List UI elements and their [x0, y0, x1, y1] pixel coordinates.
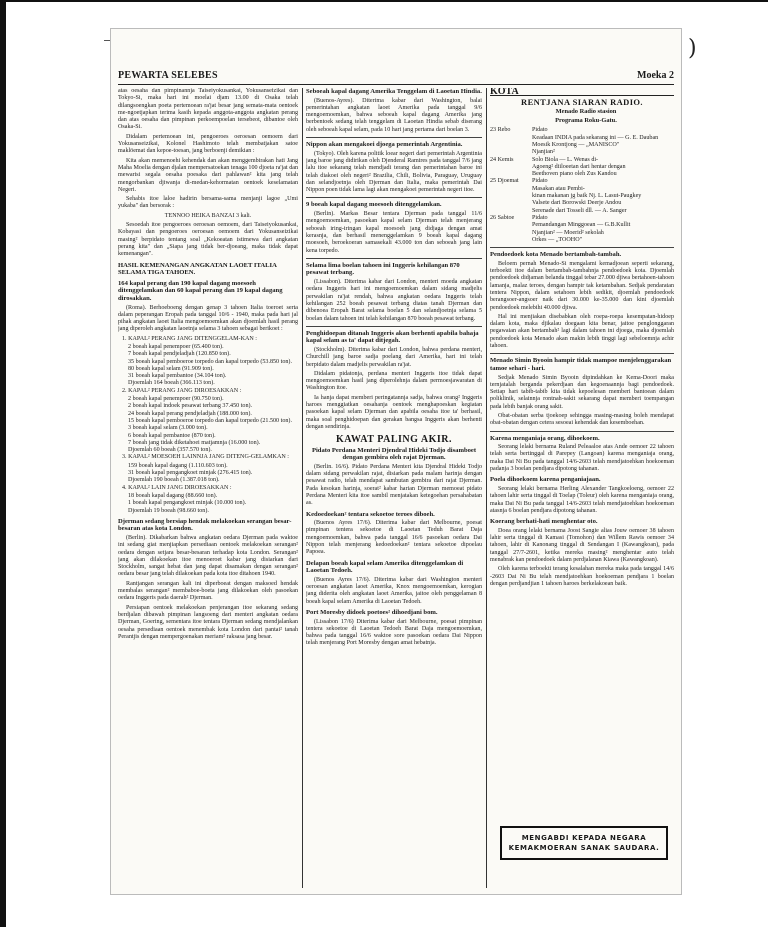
list-item: Djoemlah 164 boeah (366.113 ton).: [128, 380, 215, 387]
list-item: 3 boeah kapal selam (3.000 ton).: [128, 425, 208, 432]
column-rule: [486, 88, 487, 888]
article-headline: HASIL KEMENANGAN ANGKATAN LAOET ITALIA SELAMA TIGA TAHOEN.: [118, 261, 277, 277]
schedule-programs: [532, 157, 674, 179]
radio-schedule: [490, 127, 674, 244]
article-headline: Menado Simin Byooin hampir tidak mampoe menjelenggarakan tamoe sehari - hari.: [490, 357, 672, 372]
schedule-line: Pidato: [532, 178, 548, 185]
article-text: Beloem pernah Menado-Si mengalami kemadjoean seperti sekarang, terboekti itoe dalam bertambah-tambahnja pendoedoek kota. Djoemlah pendoedoek didjaman belanda tinggal tebar 27.000 djiwa bertahoen-tahoen lamanja, malaz teroes, dengan hampir tak ketambahan. Sedjak pendaratan tentera Nippon, dalam setahoen lebih sedikit, djoemlah pendoedoek berangsoer-angsoer naik dari 30.000 ke-35.000 dan kini djoemlah pendoedoek melebihi 40.000 djiwa.: [490, 260, 674, 311]
column-3: [490, 88, 674, 888]
schedule-line: Orkes — „TOOHO": [532, 236, 583, 243]
radio-schedule-title: RENTJANA SIARAN RADIO.: [521, 97, 643, 108]
list-item: 2 boeah kapal penempoer (90.750 ton).: [128, 396, 224, 403]
radio-program: Programa Roku-Gatu.: [555, 117, 617, 124]
list-item: 35 boeah kapal pemboeroe torpedo dan kapal torpedo (53.850 ton).: [128, 358, 292, 365]
tonnage-list: [118, 336, 298, 515]
schedule-day: 25 Djoemat: [490, 178, 519, 185]
column-1: [118, 88, 298, 888]
list-item: 31 boeah kapal pembantoe (34.104 ton).: [128, 373, 227, 380]
article-headline: Koerang berhati-hati menghentar oto.: [490, 518, 598, 526]
list-item: 2. KAPAL² PERANG JANG DIROESAKKAN :: [122, 387, 242, 394]
article-text: Sehabis itoe laloe hadirin bersama-sama menjanji lagoe „Umi yukaba" dan bersorak :: [118, 196, 298, 210]
list-item: 80 boeah kapal selam (91.909 ton).: [128, 365, 214, 372]
list-item: 6 boeah kapal pembantoe (870 ton).: [128, 432, 216, 439]
article-headline: Seboeah kapal dagang Amerika Tenggelam di Laoetan Hindia.: [306, 88, 482, 95]
schedule-line: Keadaan INDIA pada sekarang ini — G. E. Dauban: [532, 134, 659, 141]
article-headline: 9 boeah kapal dagang moesoeh ditenggelamkan.: [306, 201, 442, 209]
schedule-line: Valsete dari Borowski Deerje Andou: [532, 200, 622, 207]
article-headline: Selama lima boelan tahoen ini Inggeris kehilangan 870 pesawat terbang.: [306, 261, 460, 277]
article-text: TENNOO HEIKA BANZAI 3 kali.: [164, 212, 252, 219]
page-number: Moeka 2: [637, 70, 674, 81]
article-text: Seorang lelaki bernama Ruland Peleaaloe atas Ande oemoer 22 tahoen telah serta bertinggal di Parepey (Langoan) karena menganiaja orang, maka Dai Ni Bu pada tanggal 14/6-2603 telah mendjatoehkan hoekoeman padanja 3 boelan pendjara dipotong tahanan.: [490, 444, 674, 473]
article-text: Seorang lelaki bernama Herling Alexander Tangkoeloeng, oemoer 22 tahoen lahir serta tinggal di Toelap (Toleur) oleh karena menganiaja orang, maka Dai Ni Bu pada tanggal 14/6-2603 telah mendjatoehkan hoekoeman atasnja 6 boelan pendjara dipotong tahanan.: [490, 485, 674, 514]
article-text: Obat-obatan serba tjoekoep sehingga masing-masing boleh mendapat obat-obatan dengan cetera sesoeai kehendak dan kesemboehan.: [490, 412, 674, 427]
article-text: Persiapan oentoek melakoekan penjerangan itoe sekarang sedang berdjalan dibawah pimpinan langsoeng dari menteri angkatan oedara Djerman, Goering, sementara itoe tentara Djerman sedang mendjalankan oesaha persediaan oentoek menembak kota London dari pantai² tanah Perantjis dengan mempergoenakan meriam² raksasa jang besar.: [118, 604, 298, 640]
schedule-programs: [532, 127, 674, 156]
list-item: 2 boeah kapal indoek pesawat terbang 37.450 ton).: [128, 403, 253, 410]
article-text: (Berlin). Dikabarkan bahwa angkatan oedara Djerman pada waktoe ini sedang giat menjiapkan persediaan oentoek melakoekan serangan² oedara dengan setjara besar-besaran terhadap kota London. Serangan² jang akan dilakoekan itoe menoeroet kabar jang disiarkan dari Stockholm, sangat hebat dan jang dapat disamakan dengan serangan² oedara besar jang telah dilakoekan pada kota itoe ditahoen 1940.: [118, 535, 298, 578]
list-item: 4. KAPAL² LAIN JANG DIROESAKKAN :: [122, 484, 232, 491]
article-headline: Kedoedoekan² tentara sekoetoe teroes diboeh.: [306, 510, 435, 518]
article-text: Sedjak Menado Simin Byooin dipindahkan ke Kema-Doori maka ternjatalah berganda pekerdjaan dan kegoenaannja bagi pendoedoek. Setiap hari tabib-tabib kita tidak kepoelesan memberi bantoean dalam poliklinik, selainnja rontnah-sakit sekarang dapat memberi toempangan pada lebih banjak orang sakit.: [490, 374, 674, 410]
schedule-line: kinan makanan jg baik Nj. L. Lasut-Paugkey: [532, 193, 642, 200]
schedule-line: Njanjian²: [532, 149, 555, 156]
margin-bracket: ): [688, 36, 697, 61]
article-headline: Djerman sedang bersiap hendak melakoekan serangan besar-besaran atas kota London.: [118, 517, 292, 533]
schedule-line: Moesik Krontjong — „MANISCO": [532, 142, 620, 148]
list-item: 31 boeah kapal pengangkoet minjak (276.415 ton).: [128, 470, 253, 477]
schedule-day: 26 Sabtoe: [490, 214, 515, 221]
list-item: 18 boeah kapal dagang (88.660 ton).: [128, 492, 218, 499]
article-text: Kita akan memenoehi kehendak dan akan menggembirakan hati Jang Maha Moelia dengan djalan mempersatoekan tenaga 100 djoeta ra'jat dan mewarisi segala oesaha poesaka dari pahlawan² kita jang telah mengorbankan djiwanja di-medan-kehormatan oentoek keselamatan Negeri.: [118, 157, 298, 193]
schedule-line: Njanjian² — Moerid² sekolah: [532, 229, 604, 236]
list-item: Djoemlah 19 boeah (98.660 ton).: [128, 507, 209, 514]
list-item: 1 boeah kapal pengangkoet minjak (10.000 ton).: [128, 500, 247, 507]
divider: [490, 247, 674, 248]
schedule-line: Masakan atau Pembi-: [532, 185, 585, 192]
article-text: (Buenos-Ayres). Diterima kabar dari Washington, balai pemerintahan angkatan laoet Amerika pada tanggal 9/6 mengoemoemkan, bahwa seboeah kapal dagang Amerika jang berbentoek sedang telah tenggelam di Laoetan Hindia sebab diserang oleh seboeah kapal selam, pada 10 hari jang pertama dari boelan 3.: [306, 97, 482, 133]
masthead-title: PEWARTA SELEBES: [118, 70, 218, 81]
article-text: (Berlin. 16/6). Pidato Perdana Menteri kita Djendral Hideki Todjo dalam sidang perwakilan rajat, disiarkan pada malam harinja dengan pesawat radio, telah mendapat sambutan gembira dari rajat Djerman. Pada kesokan harinja, soerat² kabar harian Djerman memoeat pidato Perdana Menteri kita itoe sambil menjatakan ketegoehan persahabatan as.: [306, 463, 482, 507]
schedule-line: Serenade dari Tosseli dll. — A. Sanger: [532, 207, 627, 214]
article-text: Oleh karena terboekti terang kesalahan mereka maka pada tanggal 14/6 -2603 Dai Ni Bu telah mendjatoehkan hoekoeman pendjara 1 boelan dengan perdjandjian 1 tahoen haroes berkelakoean baik.: [490, 566, 674, 587]
article-text: (Buenos Ayres 17/6). Diterima kabar dari Melbourne, poesat pimpinan tentera sekoetoe di Laoetan Teduh Barat Daja mengoemoemkan, bahwa pada tanggal 16/6 pasoekan oedara Dai Nippon telah menjerang kedoedoekan² tentara sekoetoe dipoelau Papoea.: [306, 520, 482, 556]
article-text: (Lissabon). Diterima kabar dari London, menteri moeda angkatan oedara Inggeris hari ini mengoemoemkan dalam sidang madjelis perwakilan ra'jat rendah, bahwa angkatan oedara Inggeris telah kehilangan 252 boeah pesawat terbang diatas tanah Djerman dan dibenoea Eropah Barat selama boelan 5 dan selandjoetnja selama 5 boelan dalam tahoen ini telah kehilangan 870 boeah pesawat terbang.: [306, 279, 482, 322]
divider: [490, 431, 674, 432]
schedule-line: Pidato: [532, 127, 548, 134]
schedule-line: Agoeng² diiloeetan dari hentar dengan: [532, 163, 626, 170]
article-text: Didalam pidatonja, perdana menteri Inggeris itoe tidak dapat mengoemoemkan hasil jang diperolehnja dalam permoesjawaratan di Washington itoe.: [306, 370, 482, 392]
divider: [306, 197, 482, 198]
article-text: (Buenos Ayres 17/6). Diterima kabar dari Washington menteri oeroesan angkatan laoet Amerika, Knox mengoemoemkan, kerogian jang diderita oleh angkatan laoet Amerika, jaitoe oleh penggelaman 8 boeah kapal selam Amerika di Laoetan Tedoeh.: [306, 576, 482, 605]
divider: [306, 137, 482, 138]
article-headline: Nippon akan mengakoei djoega pemerintah Argentinia.: [306, 141, 463, 149]
article-headline: Pendoedoek kota Menado bertambah-tambah.: [490, 251, 622, 259]
divider: [306, 326, 482, 327]
schedule-line: Beethoven piano oleh Zus Kandou: [532, 171, 617, 178]
article-headline: Karena menganiaja orang, dihoekoem.: [490, 434, 600, 442]
article-text: (Tokyo). Oleh karena politik loear negeri dari pemerintah Argentinia jang baroe jang didirikan oleh Djenderal Ramires pada tanggal 7/6 jang lalu itoe sekarang telah mendjadi terang dan pemerintahan baroe ini telah diakoei oleh negeri² Brazilia, Chili, Bolivia, Paraguay, Uruguay dan selandjoetnja oleh Djerman dan Italia, maka pemerintah Dai Nippon poen tidak lama lagi akan mengakoei pemerintah negeri itoe.: [306, 150, 482, 194]
list-item: 7 boeah kapal pendjeladjah (120.850 ton).: [128, 351, 231, 358]
list-item: 15 boeah kapal pemboeroe torpedo dan kapal torpedo (21.500 ton).: [128, 417, 292, 424]
list-item: 159 boeah kapal dagang (1.110.603 ton).: [128, 462, 228, 469]
article-text: Doea orang lelaki bernama Joost Sangie alias Jouw oemoer 38 tahoen lahir serta tinggal di Kamasi (Tomohon) dan Willem Rawis oemoer 34 tahoen, lahir di Kanonang tinggal di Sendangan I (Kawangkoan), pada tanggal 27/7-2601, ketika mereka masing² menghentar auto telah menabrak kan pendoedoek dalam perdjalanan Kiawa (Kawangkoan).: [490, 527, 674, 563]
article-text: atas oesaha dan pimpinannja Taiseiyokusankai, Yokusanseizikai dan Tokyo-Si, maka hari ini moelai djam 13.00 di Osaka telah dilangsoengkan poeta pertemoean ra'jat besar jang semata-mata oentoek me-ngoetjapkan terima kasih kepada anggota-anggota angkatan perang dan atas oesaha dan pimpinan perkoempoelan tersebeot, dibantoe oleh Osaka-Si.: [118, 88, 298, 131]
article-text: Rantjangan serangan kali ini diperboeat dengan maksoed hendak membalas serangan² membaboe-boeta jang dilakoekan oleh pasoekan oedara Inggeris pada daerah² Djerman.: [118, 580, 298, 602]
article-text: (Roma). Berhoeboeng dengan genap 3 tahoen Italia toeroet serta dalam peperangan Eropah pada tanggal 10/6 - 1940, maka pada hari jal pihak angkatan laoet Italia mengoemoemkan akan djoemlah hasil perang jang diperoleh angkatan laoetnja selama 3 tahoen sebagai berikoet :: [118, 304, 298, 333]
schedule-day: 24 Kemis: [490, 156, 514, 163]
section-title: KOTA: [490, 88, 674, 96]
schedule-line: Pemandangan Minggoean — G.B.Kullit: [532, 222, 631, 229]
article-headline: Delapan boeah kapal selam Amerika ditenggelamkan di Laoetan Tedoeh.: [306, 559, 464, 575]
slogan-line: KEMAKMOERAN SANAK SAUDARA.: [508, 844, 660, 852]
article-headline: Port Moresby didoek poetoes² dihoedjani bom.: [306, 608, 438, 616]
list-item: Djoemlah 60 boeah (357.570 ton).: [128, 447, 212, 454]
divider: [306, 258, 482, 259]
article-text: Didalam pertemoean ini, pengoeroes oeroesan oemoem dari Yokusanseizikai, Kolonel Hashimoto telah membatjakan satoe maklöemat dan kepoe-toesan, jang berboenji demikian :: [118, 133, 298, 155]
column-2: [306, 88, 482, 888]
slogan-line: MENGABDI KEPADA NEGARA: [521, 834, 647, 842]
list-item: Djoemlah 190 boeah (1.387.018 ton).: [128, 477, 220, 484]
page-header: [118, 68, 674, 85]
article-text: (Stockholm). Diterima kabar dari London, bahwa perdana menteri, Churchill jang baroe sadja poelang dari Amerika, hari ini telah berpidato dalam madjelis perwakilan ra'jat.: [306, 346, 482, 368]
article-text: (Lissabon 17/6) Diterima kabar dari Melbourne, poesat pimpinan tentera sekoetoe di Laoetan Tedoeh Barat Daja mengoemoemkan, bahwa pada tanggal 16/6 waktoe sore pasoekan oedara Dai Nippon telah menjerang Port Moresby dengan amat hebatnja.: [306, 618, 482, 647]
list-item: 2 boeah kapal penempoer (65.400 ton).: [128, 343, 224, 350]
radio-station: Menado Radio stasion: [555, 107, 617, 115]
divider: [490, 353, 674, 354]
article-headline: Penghidoepan ditanah Inggeris akan berhenti apabila bahaja kapal selam as ta' dapat ditjegah.: [306, 329, 479, 345]
column-rule: [302, 88, 303, 888]
schedule-programs: [532, 178, 674, 214]
article-headline: Pidato Perdana Menteri Djendral Hideki Todjo disamboet dengan gembira oleh rajat Djerman.: [311, 446, 477, 462]
list-item: 3. KAPAL² MOESOEH LAINNJA JANG DITENG-GELAMKAN :: [122, 454, 289, 461]
schedule-day: 23 Rebo: [490, 127, 511, 134]
schedule-line: Pidato: [532, 214, 548, 221]
list-item: 24 boeah kapal perang pendjeladjah (188.000 ton).: [128, 410, 252, 417]
list-item: 1. KAPAL² PERANG JANG DITENGGELAM-KAN :: [122, 335, 257, 342]
list-item: 7 boeah jang tidak diketahoei matjamnja (16.000 ton).: [128, 439, 261, 446]
schedule-line: Solo Biola — L. Wenas di-: [532, 156, 599, 163]
article-text: Sesoedah itoe pengoeroes oeroesan oemoem, dari Taiseiyokusankai, Kobayasi dan pengoeroes oeroesan oemoem dari Yokusanseizikai masing² berpidato tentang soal „Kekoeatan istimewa dari angkatan perang kita" dan „Siapa jang tidak ber-djoeang, maka tidak dapat kemenangan".: [118, 222, 298, 258]
schedule-programs: [532, 215, 674, 244]
article-subheadline: 164 kapal perang dan 190 kapal dagang moesoeh ditenggelamkan dan 60 kapal perang dan 19 kapal dagang dirosakkan.: [118, 279, 283, 302]
article-text: (Berlin). Markas Besar tentara Djerman pada tanggal 11/6 mengoemoemkan, pasoekan kapal selam Djerman telah menjerang seboeah iring-iringan kapal moesoeh jang didjaga dengan amat kerasnja, dan berhasil menenggelamkan 9 boeah kapal dagang moesoeh, beroekoeran samasekali 43.000 ton dan seboeah jang lain kena torpedo.: [306, 211, 482, 254]
section-title: KAWAT PALING AKIR.: [336, 434, 452, 446]
article-headline: Poela dihoekoem karena penganiajaan.: [490, 476, 601, 484]
article-text: Hal ini menjiakan disebabkan oleh roepa-roepa kesempatan-hidoep dalam kota, maka djikalau doegaan kita benar, jaitoe penglonggaran pegawaian akan bertambah² lagi dalam tahoen ini djoega, maka djoemlah pendoedoek kota Menado akan makin lebih tinggi lagi sebeloemnja achir tahoen.: [490, 313, 674, 350]
article-text: Ia hanja dapat memberi peringatannja sadja, bahwa orang² Inggeris haroes menggiatkan oesahanja oentoek menghapoeskan kegiatan pasoekan kapal selam Djerman dan apabila oesaha itoe ta' berhasil, maka soal penghidoepan dan gerakan bangsa Inggeris akan berhenti dengan sendirinja.: [306, 394, 482, 430]
slogan-advertisement: [500, 826, 668, 860]
